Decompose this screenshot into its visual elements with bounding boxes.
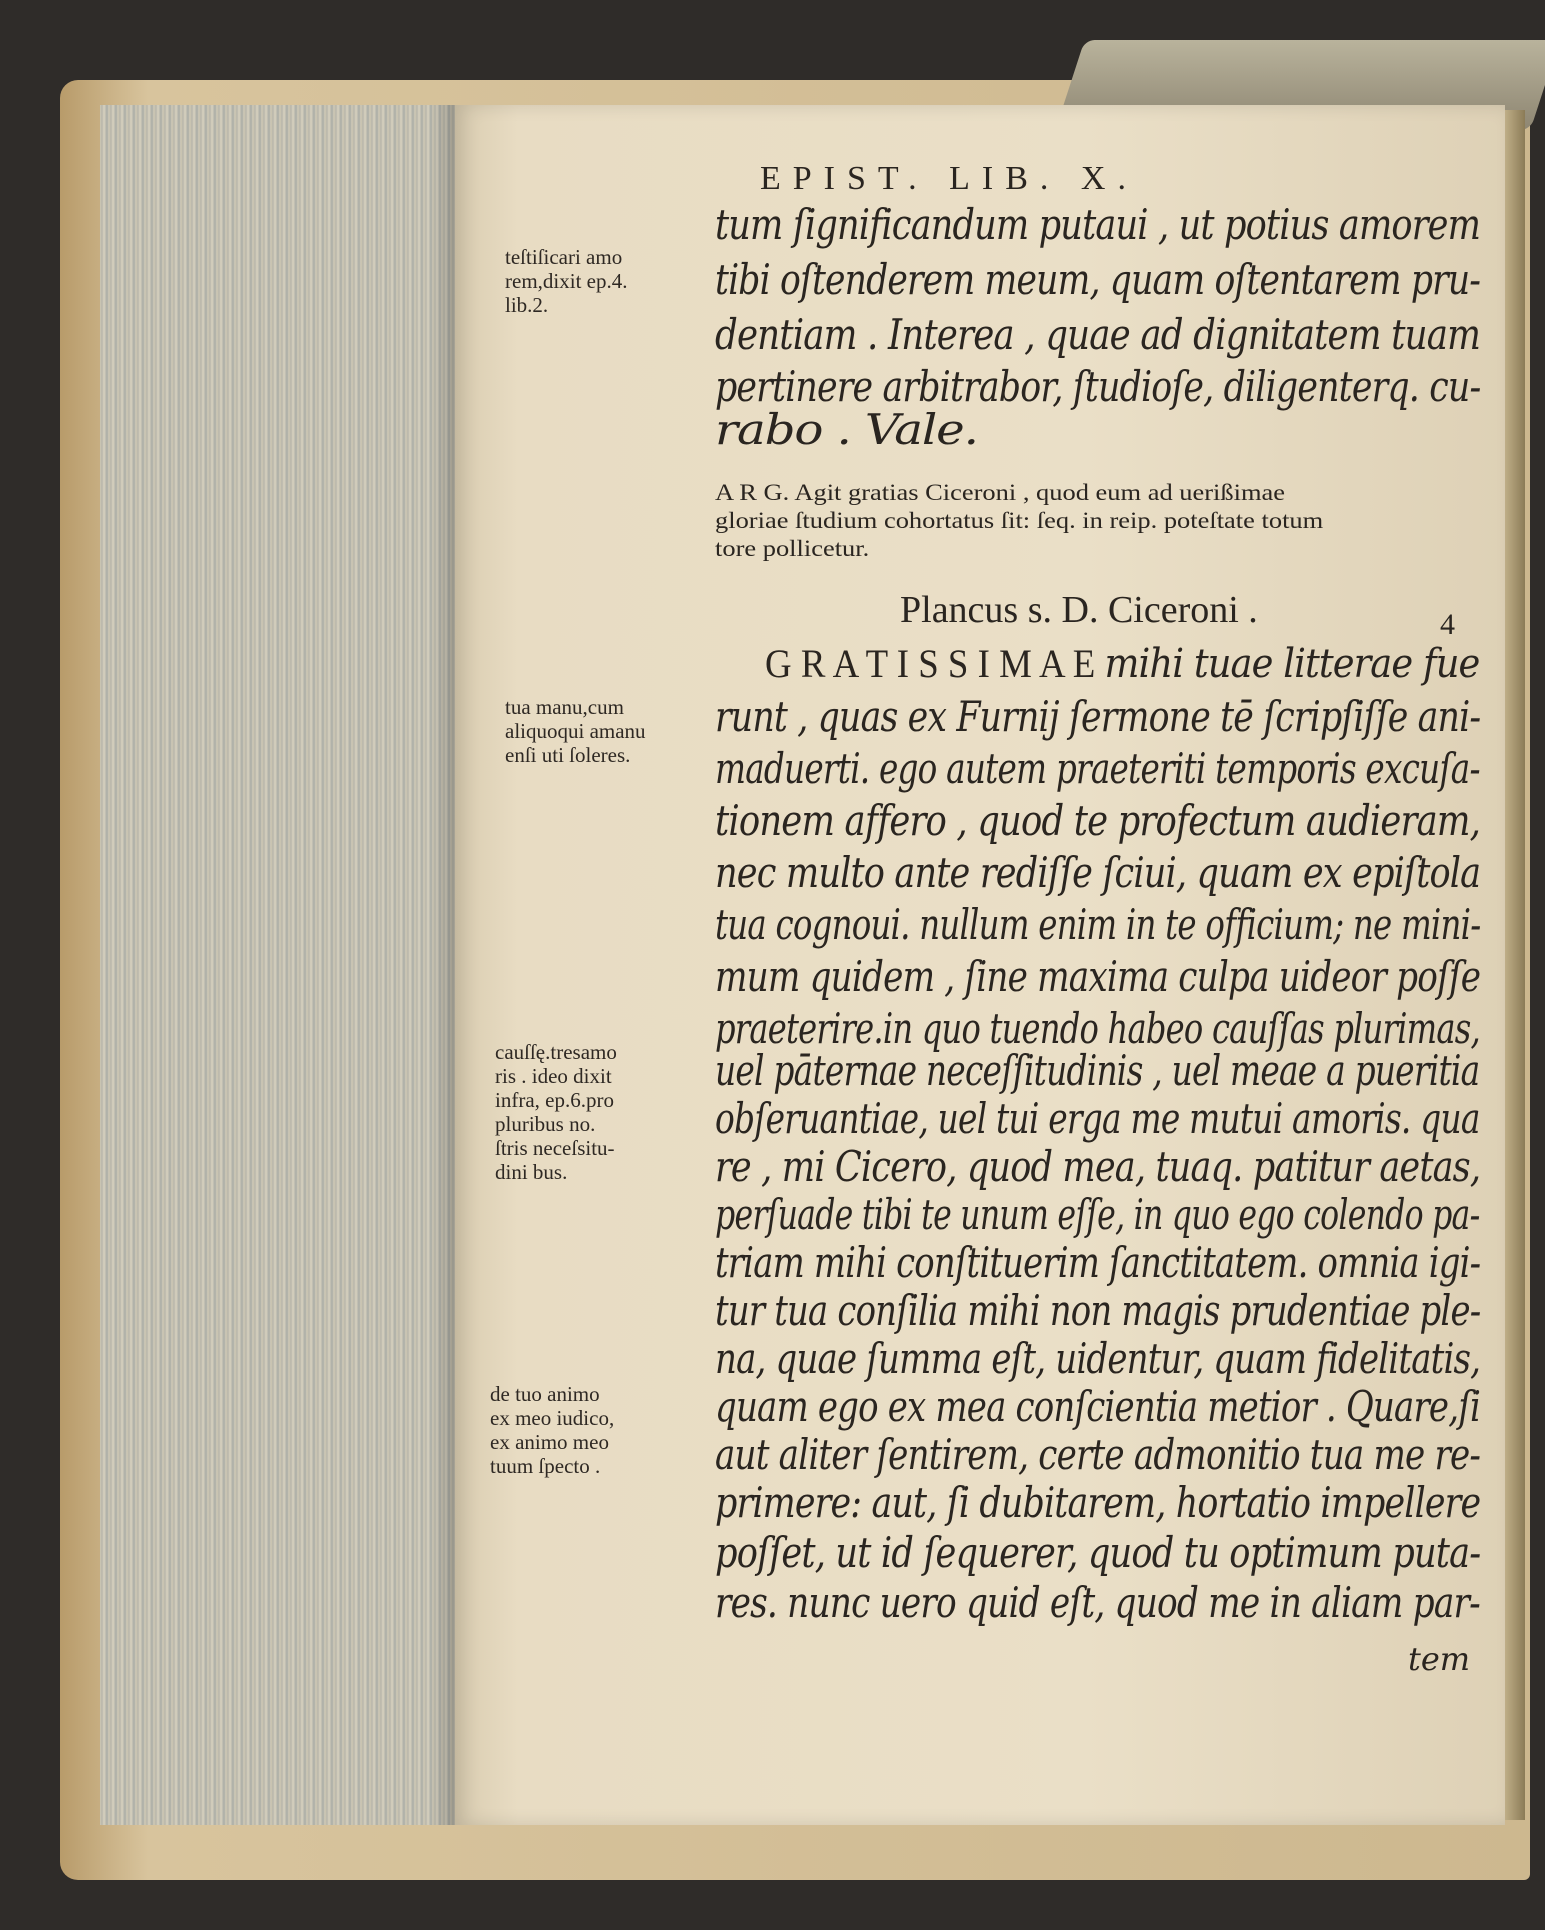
letter-salutation: Plancus s. D. Ciceroni . bbox=[900, 589, 1258, 631]
text-line: na, quae ſumma eſt, uidentur, quam fidelitatis, bbox=[715, 1334, 1481, 1383]
text-line: rabo . Vale. bbox=[715, 405, 978, 454]
page-fore-edge bbox=[100, 105, 457, 1825]
text-line: quam ego ex mea conſcientia metior . Quare,ſi bbox=[715, 1382, 1481, 1431]
text-line: re , mi Cicero, quod mea, tuaq. patitur aetas, bbox=[715, 1142, 1481, 1191]
text-line: maduerti. ego autem praeteriti temporis excuſa- bbox=[715, 744, 1480, 793]
text-line: aut aliter ſentirem, certe admonitio tua me re- bbox=[715, 1430, 1481, 1479]
opening-capitals: G R A T I S S I M A E bbox=[765, 641, 1096, 686]
margin-note: de tuo animo ex meo iudico, ex animo meo tuum ſpecto . bbox=[490, 1382, 615, 1478]
text-line: obſeruantiae, uel tui erga me mutui amoris. qua bbox=[715, 1094, 1480, 1143]
catchword: tem bbox=[1408, 1640, 1471, 1678]
text-line: dentiam . Interea , quae ad dignitatem tuam bbox=[715, 310, 1481, 359]
opening-line bbox=[765, 640, 1479, 687]
text-line: tum ſignificandum putaui , ut potius amorem bbox=[715, 200, 1481, 249]
text-line: tionem affero , quod te profectum audieram, bbox=[715, 796, 1480, 845]
opening-rest: mihi tuae litterae fue bbox=[1104, 641, 1480, 687]
text-line: uel pāternae neceſſitudinis , uel meae a pueritia bbox=[715, 1046, 1480, 1095]
text-line: triam mihi conſtituerim ſanctitatem. omnia igi- bbox=[715, 1238, 1481, 1287]
text-line: runt , quas ex Furnij ſermone tē ſcripſiſſe ani- bbox=[715, 692, 1481, 741]
cover-edge-right bbox=[1505, 110, 1525, 1820]
text-line: perſuade tibi te unum eſſe, in quo ego colendo pa- bbox=[715, 1190, 1480, 1239]
text-line: poſſet, ut id ſequerer, quod tu optimum puta- bbox=[715, 1528, 1481, 1577]
margin-note: teſtiſicari amo rem,dixit ep.4. lib.2. bbox=[505, 245, 628, 317]
argument-line: tore pollicetur. bbox=[715, 536, 870, 561]
running-header: EPIST. LIB. X. bbox=[760, 160, 1138, 197]
text-line: primere: aut, ſi dubitarem, hortatio impellere bbox=[715, 1478, 1481, 1527]
text-line: mum quidem , ſine maxima culpa uideor poſſe bbox=[715, 952, 1481, 1001]
text-line: tur tua conſilia mihi non magis prudentiae ple- bbox=[715, 1286, 1481, 1335]
text-line: tibi oſtenderem meum, quam oſtentarem pru- bbox=[715, 255, 1481, 304]
argument-line: gloriae ſtudium cohortatus ſit: ſeq. in reip. poteſtate totum bbox=[715, 508, 1324, 533]
letter-number: 4 bbox=[1440, 608, 1455, 641]
text-line: nec multo ante rediſſe ſciui, quam ex epiſtola bbox=[715, 848, 1481, 897]
margin-note: tua manu,cum aliquoqui amanu enſi uti ſoleres. bbox=[505, 695, 646, 767]
argument-line: A R G. Agit gratias Ciceroni , quod eum ad uerißimae bbox=[715, 480, 1286, 505]
text-line: tua cognoui. nullum enim in te officium; ne mini- bbox=[715, 900, 1481, 949]
text-line: res. nunc uero quid eſt, quod me in aliam par- bbox=[715, 1578, 1480, 1627]
text-line: praeterire.in quo tuendo habeo cauſſas plurimas, bbox=[715, 1004, 1480, 1053]
text-line: pertinere arbitrabor, ſtudioſe, diligenterq. cu- bbox=[715, 362, 1481, 411]
margin-note: cauſſę.tresamo ris . ideo dixit infra, ep.6.pro pluribus no. ſtris neceſsitu- dini bus. bbox=[495, 1040, 617, 1184]
